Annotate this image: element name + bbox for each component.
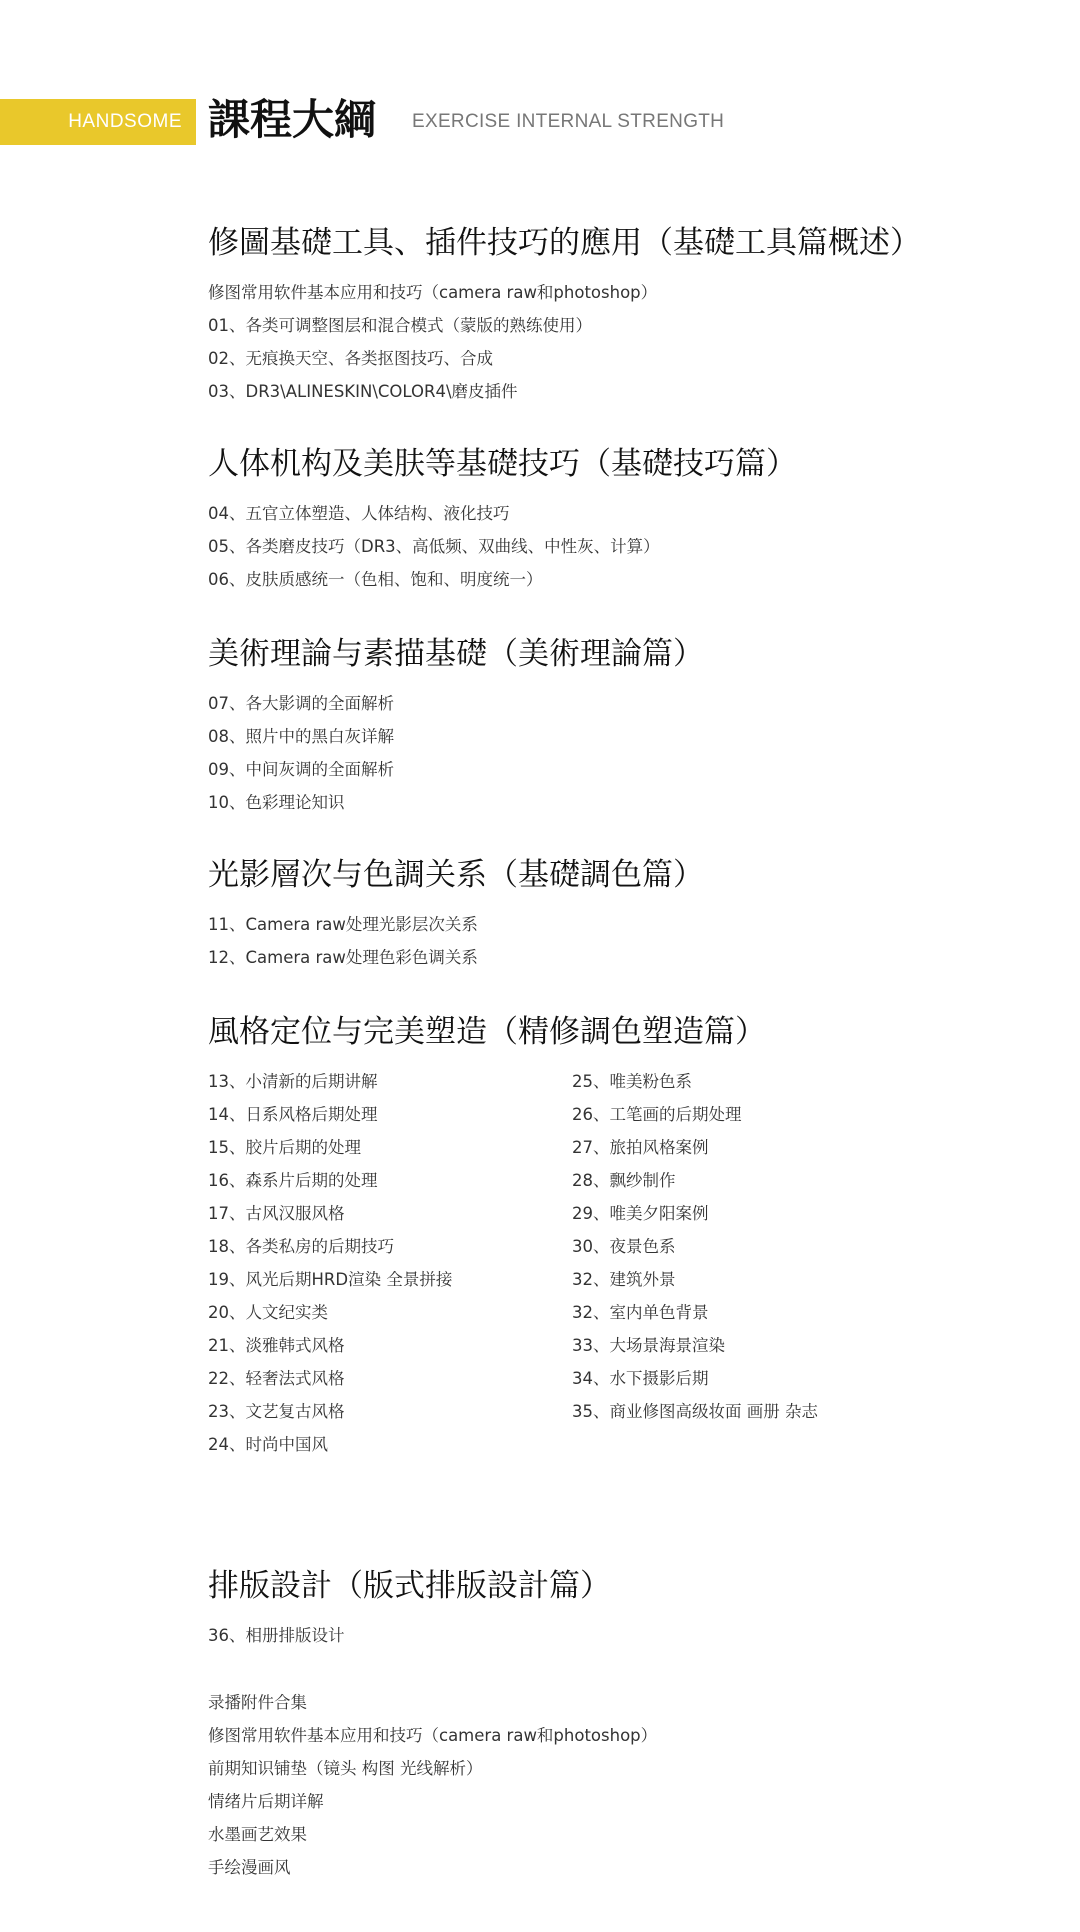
list-item: 04、五官立体塑造、人体结构、液化技巧 [208, 504, 510, 523]
list-item: 修图常用软件基本应用和技巧（camera raw和photoshop） [208, 1726, 658, 1745]
list-column-right [572, 1065, 936, 1461]
list-item: 29、唯美夕阳案例 [572, 1204, 709, 1223]
section-layout-design [208, 1566, 611, 1652]
section-title: 風格定位与完美塑造（精修調色塑造篇） [208, 1014, 766, 1050]
list-item: 03、DR3\ALINESKIN\COLOR4\磨皮插件 [208, 382, 518, 401]
list-item: 18、各类私房的后期技巧 [208, 1237, 394, 1256]
list-item: 情绪片后期详解 [208, 1792, 324, 1811]
list-item: 32、建筑外景 [572, 1270, 676, 1289]
page-header [0, 95, 1080, 145]
list-item: 33、大场景海景渲染 [572, 1336, 725, 1355]
list-item: 21、淡雅韩式风格 [208, 1336, 345, 1355]
list-item: 14、日系风格后期处理 [208, 1105, 378, 1124]
list-item: 11、Camera raw处理光影层次关系 [208, 915, 478, 934]
list-item: 16、森系片后期的处理 [208, 1171, 378, 1190]
attachments-list [208, 1686, 657, 1884]
brand-badge: HANDSOME [0, 99, 196, 145]
list-item: 32、室内单色背景 [572, 1303, 709, 1322]
list-item: 20、人文纪实类 [208, 1303, 328, 1322]
section-title: 排版設計（版式排版設計篇） [208, 1568, 611, 1604]
list-item: 01、各类可调整图层和混合模式（蒙版的熟练使用） [208, 316, 592, 335]
list-item: 25、唯美粉色系 [572, 1072, 692, 1091]
list-item: 22、轻奢法式风格 [208, 1369, 345, 1388]
list-item: 02、无痕换天空、各类抠图技巧、合成 [208, 349, 493, 368]
section-basic-tools [208, 223, 921, 408]
section-title: 人体机构及美肤等基礎技巧（基礎技巧篇） [208, 446, 797, 482]
section-art-theory [208, 634, 704, 819]
list-item: 17、古风汉服风格 [208, 1204, 345, 1223]
list-item: 15、胶片后期的处理 [208, 1138, 361, 1157]
section-title: 美術理論与素描基礎（美術理論篇） [208, 636, 704, 672]
list-item: 06、皮肤质感统一（色相、饱和、明度统一） [208, 570, 543, 589]
list-item: 27、旅拍风格案例 [572, 1138, 709, 1157]
list-item: 36、相册排版设计 [208, 1626, 345, 1645]
section-style-retouch [208, 1012, 936, 1461]
list-item: 30、夜景色系 [572, 1237, 676, 1256]
list-item: 前期知识铺垫（镜头 构图 光线解析） [208, 1759, 483, 1778]
list-item: 水墨画艺效果 [208, 1825, 307, 1844]
list-item: 19、风光后期HRD渲染 全景拼接 [208, 1270, 453, 1289]
list-item: 34、水下摄影后期 [572, 1369, 709, 1388]
list-item: 08、照片中的黑白灰详解 [208, 727, 394, 746]
list-column-left [208, 1065, 572, 1461]
list-item: 35、商业修图高级妆面 画册 杂志 [572, 1402, 818, 1421]
list-item: 12、Camera raw处理色彩色调关系 [208, 948, 478, 967]
list-item: 28、飘纱制作 [572, 1171, 676, 1190]
list-item: 13、小清新的后期讲解 [208, 1072, 378, 1091]
list-item: 24、时尚中国风 [208, 1435, 328, 1454]
list-item: 07、各大影调的全面解析 [208, 694, 394, 713]
list-item: 05、各类磨皮技巧（DR3、高低频、双曲线、中性灰、计算） [208, 537, 660, 556]
page-subtitle: EXERCISE INTERNAL STRENGTH [412, 111, 725, 132]
section-title: 修圖基礎工具、插件技巧的應用（基礎工具篇概述） [208, 225, 921, 261]
section-title: 光影層次与色調关系（基礎調色篇） [208, 857, 704, 893]
list-item: 录播附件合集 [208, 1693, 307, 1712]
section-basic-skills [208, 444, 797, 596]
page-title: 課程大綱 [208, 95, 377, 144]
list-item: 10、色彩理论知识 [208, 793, 345, 812]
two-column-list [208, 1065, 936, 1461]
section-color-grading [208, 855, 704, 974]
list-item: 修图常用软件基本应用和技巧（camera raw和photoshop） [208, 283, 658, 302]
list-item: 09、中间灰调的全面解析 [208, 760, 394, 779]
list-item: 手绘漫画风 [208, 1858, 291, 1877]
list-item: 26、工笔画的后期处理 [572, 1105, 742, 1124]
list-item: 23、文艺复古风格 [208, 1402, 345, 1421]
